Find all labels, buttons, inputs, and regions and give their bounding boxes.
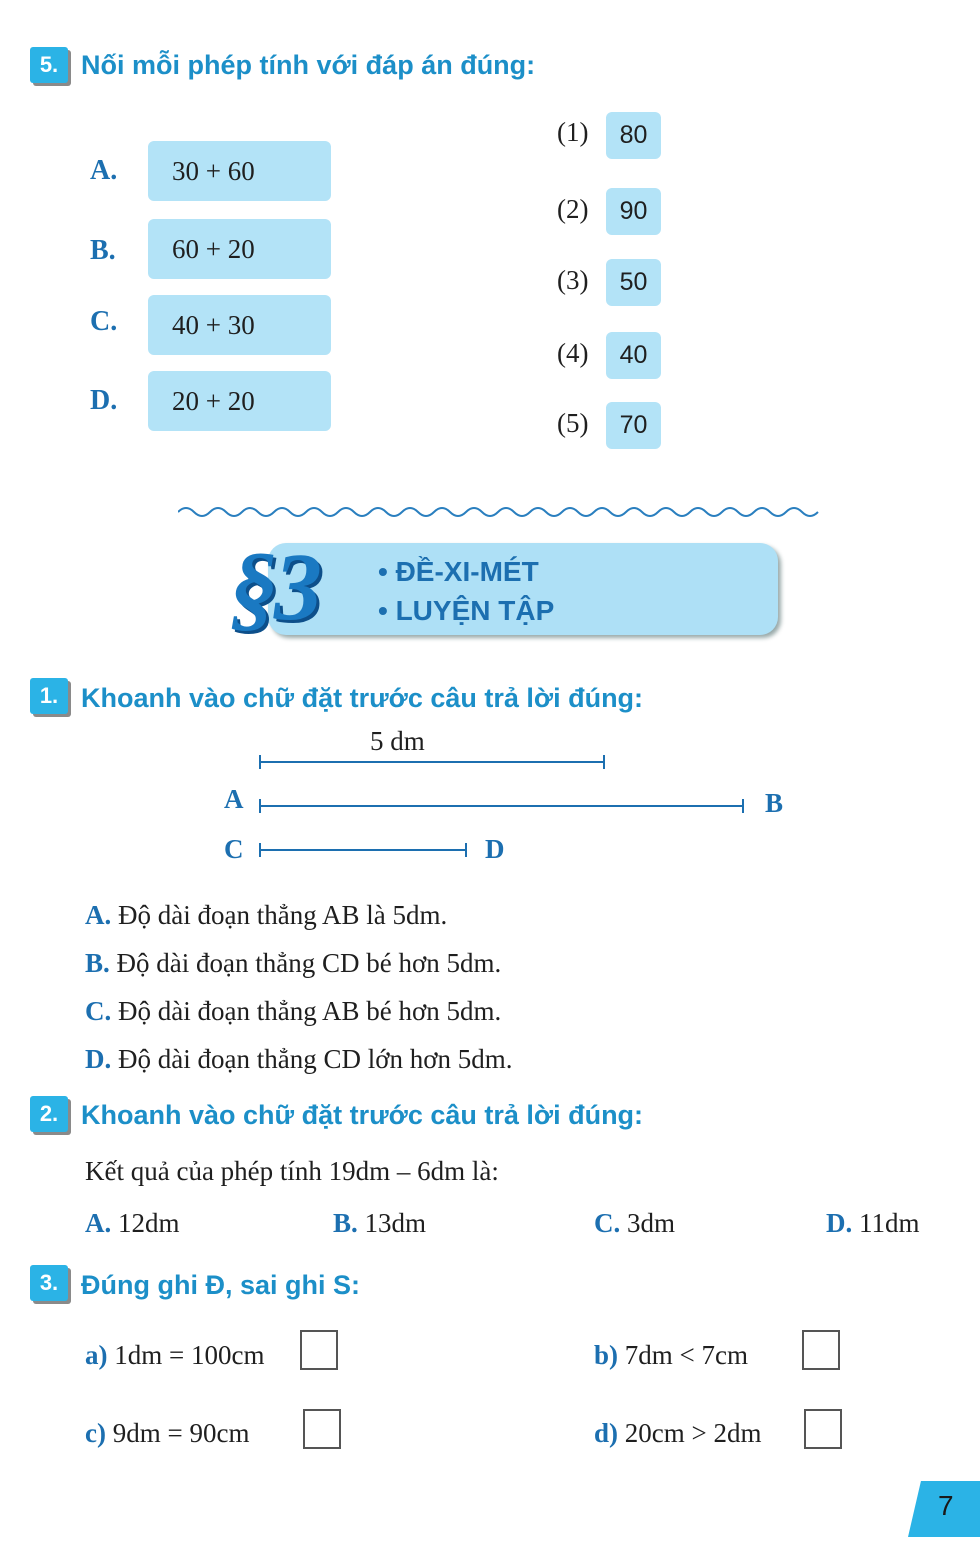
segment-cd [260, 843, 466, 857]
q3-item-b-answer-box[interactable] [802, 1330, 840, 1370]
q2-option-d-letter: D. [826, 1208, 853, 1238]
q3-item-d [594, 1418, 761, 1449]
q5-answer-label-4: (4) [557, 338, 589, 368]
q3-item-d-letter: d) [594, 1418, 619, 1448]
q5-expression-a[interactable]: 30 + 60 [148, 141, 331, 201]
q5-answer-label-2: (2) [557, 194, 589, 224]
q5-title: Nối mỗi phép tính với đáp án đúng: [81, 50, 536, 80]
q2-option-a[interactable] [85, 1208, 180, 1239]
q1-option-c-text: Độ dài đoạn thẳng AB bé hơn 5dm. [118, 996, 502, 1026]
q5-answer-3[interactable]: 50 [606, 259, 661, 306]
q5-expression-b[interactable]: 60 + 20 [148, 219, 331, 279]
q5-expression-c[interactable]: 40 + 30 [148, 295, 331, 355]
q3-item-a [85, 1340, 264, 1371]
point-d-label: D [485, 834, 505, 864]
q2-option-b-letter: B. [333, 1208, 358, 1238]
q5-answer-label-1: (1) [557, 117, 589, 147]
scale-segment [260, 755, 604, 769]
q3-item-a-letter: a) [85, 1340, 108, 1370]
q2-option-b[interactable] [333, 1208, 426, 1239]
scale-label: 5 dm [370, 726, 425, 756]
q2-title: Khoanh vào chữ đặt trước câu trả lời đúng: [81, 1100, 644, 1130]
wavy-divider [178, 500, 832, 524]
q5-letter-a: A. [90, 155, 118, 186]
q1-option-b[interactable] [85, 948, 501, 979]
q3-number-badge: 3. [30, 1265, 68, 1301]
q2-option-b-text: 13dm [364, 1208, 427, 1238]
q2-option-a-text: 12dm [118, 1208, 180, 1238]
q5-expression-d[interactable]: 20 + 20 [148, 371, 331, 431]
q3-item-d-text: 20cm > 2dm [624, 1418, 762, 1448]
q5-answer-5[interactable]: 70 [606, 402, 661, 449]
q1-option-b-text: Độ dài đoạn thẳng CD bé hơn 5dm. [116, 948, 502, 978]
q3-item-d-answer-box[interactable] [804, 1409, 842, 1449]
q5-answer-label-5: (5) [557, 408, 589, 438]
q5-answer-label-3: (3) [557, 265, 589, 295]
q2-option-c[interactable] [594, 1208, 675, 1239]
q5-letter-d: D. [90, 385, 118, 416]
q5-letter-b: B. [90, 235, 116, 266]
q5-answer-2[interactable]: 90 [606, 188, 661, 235]
q3-item-b [594, 1340, 748, 1371]
section-title-line1: • ĐỀ-XI-MÉT [378, 556, 539, 587]
q2-number-badge: 2. [30, 1096, 68, 1132]
q1-option-c[interactable] [85, 996, 501, 1027]
q1-option-a-text: Độ dài đoạn thẳng AB là 5dm. [118, 900, 448, 930]
q1-option-d[interactable] [85, 1044, 513, 1075]
q1-option-a[interactable] [85, 900, 447, 931]
q3-item-a-text: 1dm = 100cm [114, 1340, 265, 1370]
q1-option-d-letter: D. [85, 1044, 112, 1074]
q3-title: Đúng ghi Đ, sai ghi S: [81, 1270, 360, 1300]
q1-option-b-letter: B. [85, 948, 110, 978]
q2-prompt: Kết quả của phép tính 19dm – 6dm là: [85, 1156, 499, 1186]
point-a-label: A [224, 784, 244, 814]
segment-ab [260, 799, 743, 813]
q1-number-badge: 1. [30, 678, 68, 714]
section-title-line2: • LUYỆN TẬP [378, 595, 555, 626]
point-b-label: B [765, 788, 784, 818]
q2-option-c-letter: C. [594, 1208, 621, 1238]
q1-option-c-letter: C. [85, 996, 112, 1026]
q2-option-d-text: 11dm [859, 1208, 920, 1238]
q5-answer-4[interactable]: 40 [606, 332, 661, 379]
q2-option-a-letter: A. [85, 1208, 112, 1238]
q3-item-b-text: 7dm < 7cm [624, 1340, 748, 1370]
q5-number-badge: 5. [30, 47, 68, 83]
q3-item-c [85, 1418, 249, 1449]
q3-item-c-letter: c) [85, 1418, 106, 1448]
q3-item-a-answer-box[interactable] [300, 1330, 338, 1370]
q2-option-d[interactable] [826, 1208, 920, 1239]
q5-answer-1[interactable]: 80 [606, 112, 661, 159]
q2-option-c-text: 3dm [627, 1208, 676, 1238]
page-number: 7 [938, 1490, 954, 1521]
q1-option-d-text: Độ dài đoạn thẳng CD lớn hơn 5dm. [118, 1044, 513, 1074]
section-symbol: §3 [230, 533, 318, 640]
q3-item-c-answer-box[interactable] [303, 1409, 341, 1449]
q3-item-b-letter: b) [594, 1340, 619, 1370]
q5-letter-c: C. [90, 306, 118, 337]
point-c-label: C [224, 834, 244, 864]
q1-title: Khoanh vào chữ đặt trước câu trả lời đúng: [81, 683, 644, 713]
q1-option-a-letter: A. [85, 900, 112, 930]
q3-item-c-text: 9dm = 90cm [112, 1418, 250, 1448]
